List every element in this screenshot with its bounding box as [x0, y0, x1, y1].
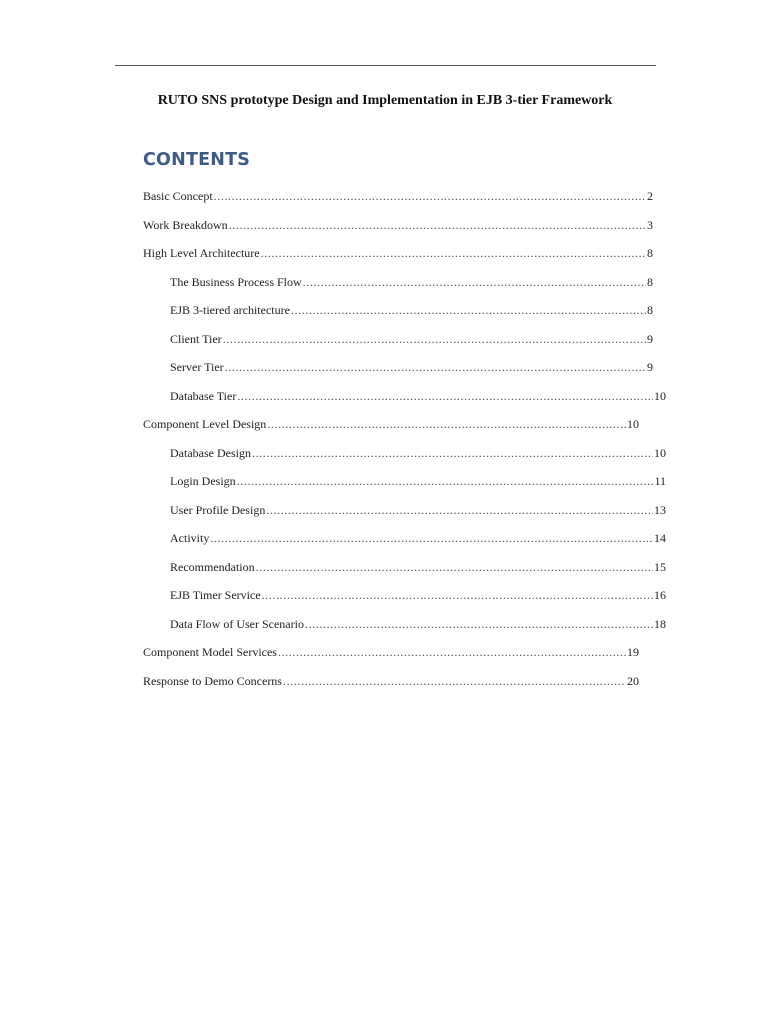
toc-entry-page: 9 — [647, 360, 653, 374]
toc-entry-title: Recommendation — [170, 559, 255, 574]
toc-entry-page: 10 — [627, 417, 639, 431]
toc-entry-title: User Profile Design — [170, 502, 266, 517]
toc-entry-page: 9 — [647, 331, 653, 346]
toc-entry[interactable] — [143, 560, 666, 589]
toc-dot-leader — [237, 474, 654, 489]
toc-entry[interactable] — [143, 417, 639, 446]
toc-dot-leader — [266, 503, 653, 518]
toc-entry[interactable] — [143, 474, 666, 503]
toc-entry-title: Client Tier — [170, 331, 222, 346]
table-of-contents — [143, 189, 666, 702]
toc-entry[interactable] — [143, 645, 639, 674]
toc-entry[interactable] — [143, 389, 666, 418]
toc-dot-leader — [278, 645, 626, 660]
toc-entry[interactable] — [143, 617, 666, 646]
toc-dot-leader — [305, 617, 653, 632]
document-title: RUTO SNS prototype Design and Implementation in EJB 3-tier Framework — [157, 93, 613, 108]
toc-dot-leader — [303, 275, 646, 290]
toc-dot-leader — [283, 674, 626, 689]
toc-entry-title: Server Tier — [170, 360, 224, 374]
toc-entry-page: 20 — [627, 673, 639, 688]
toc-entry-page: 15 — [654, 559, 666, 574]
toc-entry-title: High Level Architecture — [143, 246, 260, 260]
toc-dot-leader — [291, 303, 646, 318]
toc-entry-page: 19 — [627, 645, 639, 659]
toc-entry[interactable] — [143, 674, 639, 703]
toc-entry-page: 16 — [654, 588, 666, 602]
toc-entry[interactable] — [143, 360, 653, 389]
toc-entry-page: 11 — [654, 474, 666, 488]
toc-dot-leader — [229, 218, 646, 233]
toc-entry-title: Activity — [170, 531, 210, 545]
toc-entry-page: 3 — [647, 217, 653, 232]
toc-entry-title: Component Model Services — [143, 645, 277, 659]
toc-entry-title: Data Flow of User Scenario — [170, 616, 304, 631]
toc-entry[interactable] — [143, 588, 666, 617]
toc-dot-leader — [267, 417, 626, 432]
toc-entry-title: Database Design — [170, 445, 251, 460]
toc-entry[interactable] — [143, 246, 653, 275]
toc-entry-title: Basic Concept — [143, 189, 213, 203]
toc-entry-page: 8 — [647, 246, 653, 260]
toc-entry-title: Work Breakdown — [143, 217, 228, 232]
toc-entry-page: 13 — [654, 502, 666, 517]
toc-dot-leader — [223, 332, 646, 347]
toc-entry-title: EJB 3-tiered architecture — [170, 303, 290, 317]
toc-entry[interactable] — [143, 189, 653, 218]
toc-entry[interactable] — [143, 446, 666, 475]
toc-entry-title: Database Tier — [170, 388, 237, 403]
toc-entry-page: 14 — [654, 531, 666, 545]
toc-entry[interactable] — [143, 275, 653, 304]
toc-entry-page: 2 — [647, 189, 653, 203]
toc-dot-leader — [262, 588, 653, 603]
contents-heading: CONTENTS — [143, 150, 251, 170]
toc-entry-page: 8 — [647, 274, 653, 289]
toc-dot-leader — [210, 531, 653, 546]
toc-dot-leader — [261, 246, 646, 261]
header-rule — [115, 65, 656, 66]
toc-dot-leader — [237, 389, 653, 404]
toc-entry-title: The Business Process Flow — [170, 274, 302, 289]
toc-entry-title: EJB Timer Service — [170, 588, 261, 602]
toc-entry[interactable] — [143, 503, 666, 532]
toc-entry[interactable] — [143, 332, 653, 361]
toc-dot-leader — [225, 360, 646, 375]
toc-entry-title: Login Design — [170, 474, 236, 488]
toc-dot-leader — [256, 560, 653, 575]
toc-entry-page: 10 — [654, 445, 666, 460]
toc-dot-leader — [214, 189, 646, 204]
toc-entry[interactable] — [143, 531, 666, 560]
toc-entry-page: 8 — [647, 303, 653, 317]
toc-entry-page: 18 — [654, 616, 666, 631]
toc-entry-page: 10 — [654, 388, 666, 403]
toc-dot-leader — [252, 446, 653, 461]
toc-entry[interactable] — [143, 218, 653, 247]
toc-entry-title: Response to Demo Concerns — [143, 673, 282, 688]
toc-entry[interactable] — [143, 303, 653, 332]
toc-entry-title: Component Level Design — [143, 417, 267, 431]
